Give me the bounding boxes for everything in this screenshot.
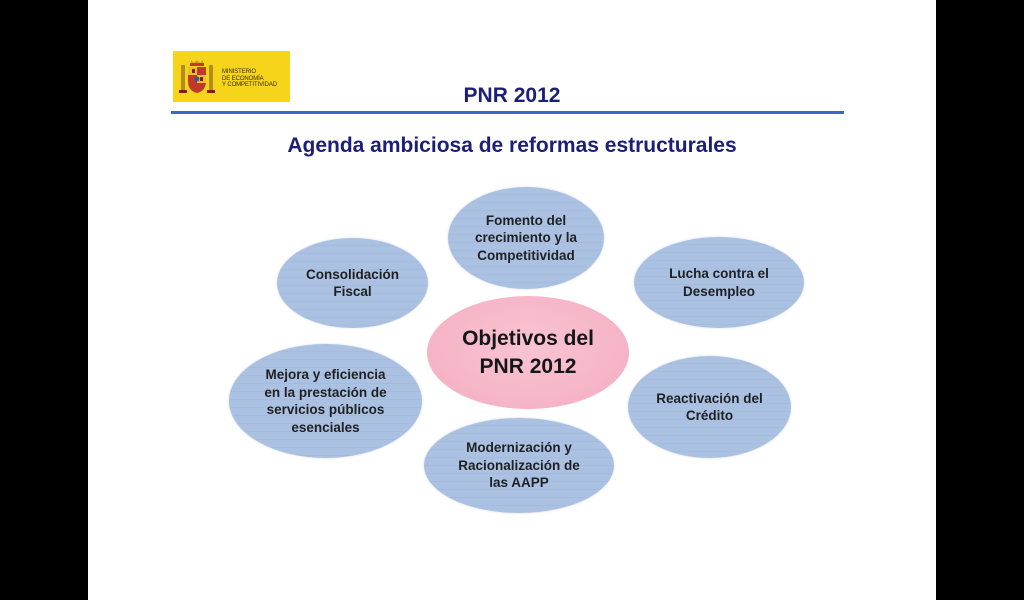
- node-consolidacion-fiscal: [277, 238, 428, 328]
- ministry-name: MINISTERIO DE ECONOMÍA Y COMPETITIVIDAD: [222, 69, 277, 88]
- slide-subtitle: Agenda ambiciosa de reformas estructurales: [287, 134, 737, 157]
- node-desempleo: [634, 237, 804, 328]
- node-competitividad: [448, 187, 604, 289]
- node-credito-label: Reactivación del Crédito: [656, 390, 763, 423]
- node-desempleo-label: Lucha contra el Desempleo: [669, 266, 769, 299]
- node-consolidacion-fiscal-label: Consolidación Fiscal: [305, 266, 399, 299]
- node-aapp-label: Modernización y Racionalización de las AAPP: [458, 440, 580, 491]
- node-aapp: [424, 418, 614, 513]
- slide: [88, 0, 936, 600]
- node-servicios-publicos-label: Mejora y eficiencia en la prestación de servicios públicos esenciales: [264, 367, 387, 435]
- node-credito: [628, 356, 791, 458]
- page-title: PNR 2012: [463, 84, 561, 107]
- title-divider: [171, 111, 844, 114]
- node-competitividad-label: Fomento del crecimiento y la Competitividad: [474, 212, 578, 263]
- center-node-objetivos: [427, 296, 629, 409]
- center-node-label: Objetivos del PNR 2012: [462, 326, 594, 378]
- node-servicios-publicos: [229, 344, 422, 458]
